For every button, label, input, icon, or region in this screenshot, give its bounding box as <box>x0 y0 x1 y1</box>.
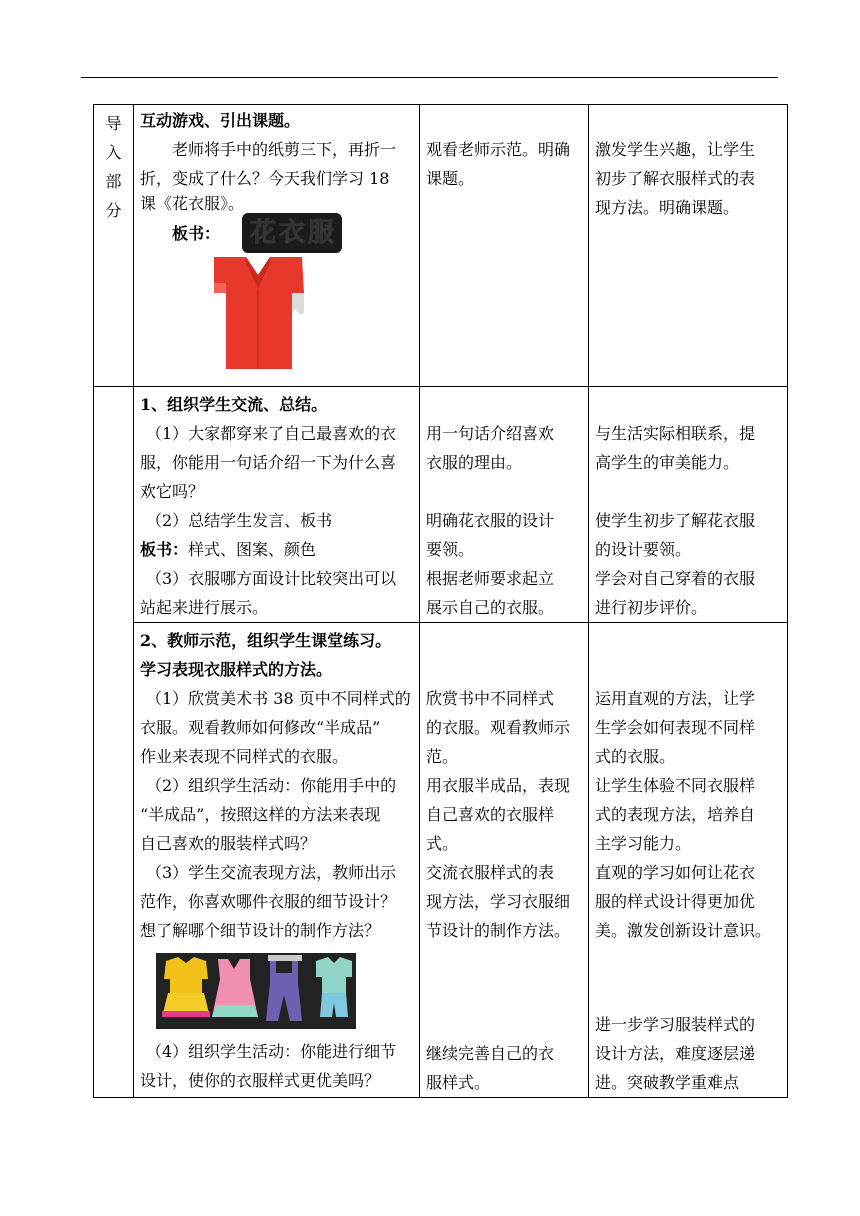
text-line: 要领。 <box>426 540 475 559</box>
header-rule <box>81 77 778 78</box>
text-line: 高学生的审美能力。 <box>595 453 740 472</box>
text-line: 根据老师要求起立 <box>426 569 555 588</box>
table-row-intro <box>94 105 788 387</box>
text-line: 生学会如何表现不同样 <box>595 718 756 737</box>
board-writing-line: 板书：样式、图案、颜色 <box>140 540 317 559</box>
teacher-activity-cell <box>134 105 420 387</box>
text-line: 自己喜欢的衣服样 <box>426 805 555 824</box>
text-line: 现方法，学习衣服细 <box>426 892 571 911</box>
text-line: 展示自己的衣服。 <box>426 598 555 617</box>
clothing-samples-image <box>156 953 356 1029</box>
text-line: “半成品”，按照这样的方法来表现 <box>140 805 381 824</box>
text-line: 范作，你喜欢哪件衣服的细节设计？ <box>140 892 397 911</box>
text-line: 现方法。明确课题。 <box>595 198 740 217</box>
text-line: 范。 <box>426 747 459 766</box>
text-line: 节设计的制作方法。 <box>426 921 571 940</box>
text-line: 老师将手中的纸剪三下，再折一 <box>172 140 397 159</box>
student-activity-cell <box>420 387 589 623</box>
text-line: 课《花衣服》。 <box>140 194 245 213</box>
section-label-cell <box>94 105 134 387</box>
design-purpose-cell <box>589 105 788 387</box>
text-line: （4）组织学生活动：你能进行细节 <box>146 1042 397 1061</box>
text-line: 主学习能力。 <box>595 834 692 853</box>
text-line: 进一步学习服装样式的 <box>595 1015 756 1034</box>
teacher-activity-cell <box>134 623 420 1098</box>
table-row-exchange <box>94 387 788 623</box>
text-line: 设计方法，难度逐层递 <box>595 1044 756 1063</box>
text-line: 课题。 <box>426 169 475 188</box>
text-line: 学会对自己穿着的衣服 <box>595 569 756 588</box>
text-line: 明确花衣服的设计 <box>426 511 555 530</box>
activity-heading: 互动游戏、引出课题。 <box>140 111 301 130</box>
text-line: 直观的学习如何让花衣 <box>595 863 756 882</box>
text-line: 设计，使你的衣服样式更优美吗？ <box>140 1071 381 1090</box>
student-activity-cell <box>420 105 589 387</box>
student-activity-cell <box>420 623 589 1098</box>
activity-heading: 1、组织学生交流、总结。 <box>140 395 328 414</box>
text-line: （1）大家都穿来了自己最喜欢的衣 <box>146 424 397 443</box>
text-line: 站起来进行展示。 <box>140 598 269 617</box>
text-line: 服，你能用一句话介绍一下为什么喜 <box>140 453 397 472</box>
text-line: 初步了解衣服样式的表 <box>595 169 756 188</box>
activity-subheading: 学习表现衣服样式的方法。 <box>140 660 333 679</box>
text-line: （1）欣赏美术书 38 页中不同样式的 <box>146 689 411 708</box>
text-line: 欢它吗？ <box>140 482 205 501</box>
text-line: （2）总结学生发言、板书 <box>146 511 333 530</box>
text-line: 折，变成了什么？今天我们学习 18 <box>140 169 390 188</box>
text-line: 进。突破教学重难点 <box>595 1073 740 1092</box>
text-line: 自己喜欢的服装样式吗？ <box>140 834 317 853</box>
teacher-activity-cell <box>134 387 420 623</box>
board-writing-row <box>140 215 414 251</box>
text-line: 用一句话介绍喜欢 <box>426 424 555 443</box>
design-purpose-cell <box>589 623 788 1098</box>
text-line: 式的表现方法，培养自 <box>595 805 756 824</box>
text-line: 式的衣服。 <box>595 747 676 766</box>
table-row-demo <box>94 623 788 1098</box>
text-line: 让学生体验不同衣服样 <box>595 776 756 795</box>
board-label: 板书： <box>172 223 221 243</box>
text-line: 继续完善自己的衣 <box>426 1044 555 1063</box>
text-line: 进行初步评价。 <box>595 598 708 617</box>
text-line: 作业来表现不同样式的衣服。 <box>140 747 349 766</box>
section-label-intro: 导 入 部 分 <box>105 114 122 220</box>
text-line: 的衣服。观看教师示 <box>426 718 571 737</box>
title-art-image: 花 衣 服 <box>242 213 342 253</box>
text-line: 运用直观的方法，让学 <box>595 689 756 708</box>
text-line: 服的样式设计得更加优 <box>595 892 756 911</box>
text-line: 式。 <box>426 834 459 853</box>
text-line: 使学生初步了解花衣服 <box>595 511 756 530</box>
activity-heading: 2、教师示范，组织学生课堂练习。 <box>140 631 392 650</box>
lesson-plan-table <box>93 104 788 1098</box>
text-line: 用衣服半成品，表现 <box>426 776 571 795</box>
text-line: （3）学生交流表现方法，教师出示 <box>146 863 397 882</box>
text-line: 衣服的理由。 <box>426 453 523 472</box>
design-purpose-cell <box>589 387 788 623</box>
text-line: 观看老师示范。明确 <box>426 140 571 159</box>
text-line: 欣赏书中不同样式 <box>426 689 555 708</box>
text-line: （3）衣服哪方面设计比较突出可以 <box>146 569 397 588</box>
text-line: 衣服。观看教师如何修改“半成品” <box>140 718 381 737</box>
text-line: 与生活实际相联系，提 <box>595 424 756 443</box>
text-line: 交流衣服样式的表 <box>426 863 555 882</box>
text-line: 的设计要领。 <box>595 540 692 559</box>
text-line: 想了解哪个细节设计的制作方法？ <box>140 921 381 940</box>
text-line: 激发学生兴趣，让学生 <box>595 140 756 159</box>
paper-garment-image <box>212 253 306 371</box>
text-line: （2）组织学生活动：你能用手中的 <box>146 776 397 795</box>
text-line: 美。激发创新设计意识。 <box>595 921 772 940</box>
text-line: 服样式。 <box>426 1073 491 1092</box>
section-label-cell-empty <box>94 387 134 1098</box>
